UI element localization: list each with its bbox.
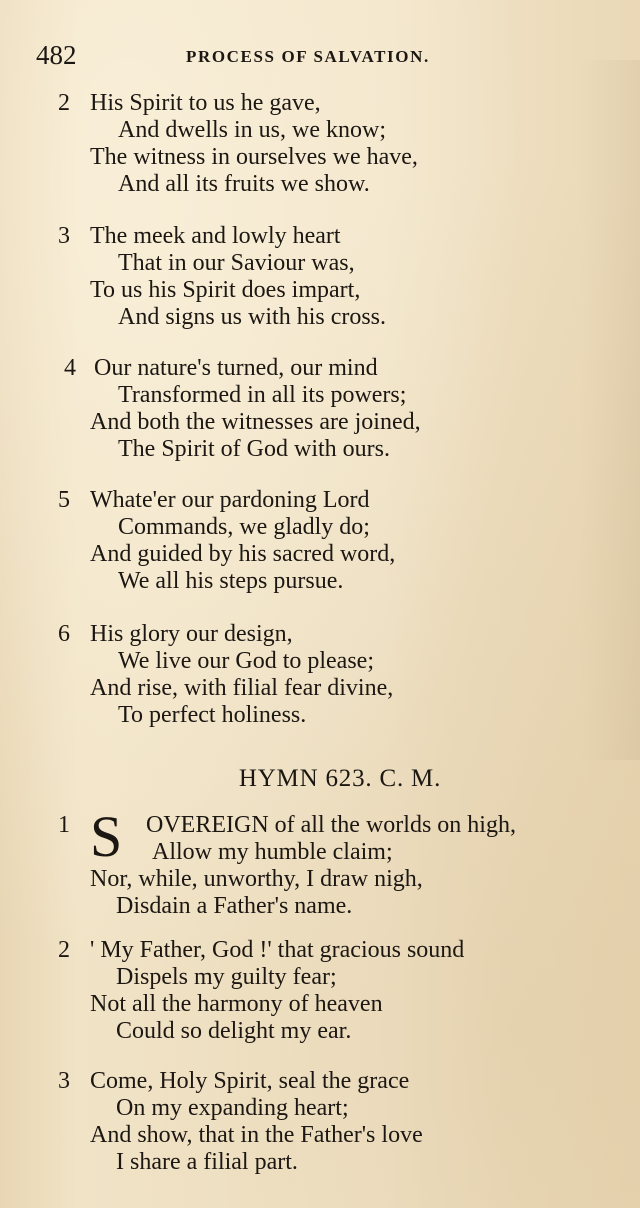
stanza-number: 2 xyxy=(58,937,70,963)
verse-line: And all its fruits we show. xyxy=(118,171,370,197)
verse-line: That in our Saviour was, xyxy=(118,250,355,276)
stanza-number: 6 xyxy=(58,621,70,647)
verse-line: I share a filial part. xyxy=(116,1149,298,1175)
verse-line: Disdain a Father's name. xyxy=(116,893,353,919)
verse-line: The witness in ourselves we have, xyxy=(90,144,418,170)
hymn-title: HYMN 623. C. M. xyxy=(238,765,442,792)
verse-line: Transformed in all its powers; xyxy=(118,382,407,408)
stanza-number: 1 xyxy=(58,812,70,838)
verse-line: Dispels my guilty fear; xyxy=(116,964,337,990)
verse-line: Whate'er our pardoning Lord xyxy=(90,487,370,513)
verse-line: And guided by his sacred word, xyxy=(90,541,396,567)
verse-line: Nor, while, unworthy, I draw nigh, xyxy=(90,866,423,892)
verse-line: OVEREIGN of all the worlds on high, xyxy=(146,812,516,838)
verse-line: And dwells in us, we know; xyxy=(118,117,386,143)
drop-cap: S xyxy=(90,804,123,869)
stanza-4 xyxy=(58,355,628,463)
hymn-stanza-3 xyxy=(58,1068,628,1176)
verse-line: Come, Holy Spirit, seal the grace xyxy=(90,1068,410,1094)
hymn-stanza-2 xyxy=(58,937,628,1045)
verse-line: And show, that in the Father's love xyxy=(90,1122,423,1148)
stanza-line xyxy=(58,223,628,250)
verse-line: Could so delight my ear. xyxy=(116,1018,352,1044)
stanza-line xyxy=(58,487,628,514)
verse-line: His glory our design, xyxy=(90,621,293,647)
verse-line: Not all the harmony of heaven xyxy=(90,991,383,1017)
running-head: PROCESS OF SALVATION. xyxy=(186,47,430,66)
verse-line: Allow my humble claim; xyxy=(152,839,393,865)
stanza-line xyxy=(58,1068,628,1095)
hymn-stanza-1 xyxy=(58,804,628,920)
stanza-number: 5 xyxy=(58,487,70,513)
verse-line: The Spirit of God with ours. xyxy=(118,436,390,462)
stanza-line xyxy=(58,621,628,648)
stanza-number: 3 xyxy=(58,223,70,249)
verse-line: And signs us with his cross. xyxy=(118,304,387,330)
verse-line: To us his Spirit does impart, xyxy=(90,277,361,303)
verse-line: And rise, with filial fear divine, xyxy=(90,675,394,701)
verse-line: The meek and lowly heart xyxy=(90,223,341,249)
stanza-line xyxy=(58,355,628,382)
verse-line: Our nature's turned, our mind xyxy=(94,355,378,381)
verse-line: His Spirit to us he gave, xyxy=(90,90,321,116)
stanza-3 xyxy=(58,223,628,331)
stanza-2 xyxy=(58,90,628,198)
stanza-number: 2 xyxy=(58,90,70,116)
stanza-number: 3 xyxy=(58,1068,70,1094)
verse-line: To perfect holiness. xyxy=(118,702,307,728)
stanza-line xyxy=(58,937,628,964)
page-header xyxy=(36,40,506,72)
stanza-number: 4 xyxy=(64,355,76,381)
stanza-line xyxy=(58,90,628,117)
verse-line: We all his steps pursue. xyxy=(118,568,344,594)
verse-line: And both the witnesses are joined, xyxy=(90,409,421,435)
verse-line: We live our God to please; xyxy=(118,648,374,674)
verse-line: Commands, we gladly do; xyxy=(118,514,370,540)
stanza-5 xyxy=(58,487,628,595)
page-number: 482 xyxy=(36,40,77,70)
verse-line: ' My Father, God !' that gracious sound xyxy=(90,937,465,963)
verse-line: On my expanding heart; xyxy=(116,1095,349,1121)
stanza-6 xyxy=(58,621,628,729)
